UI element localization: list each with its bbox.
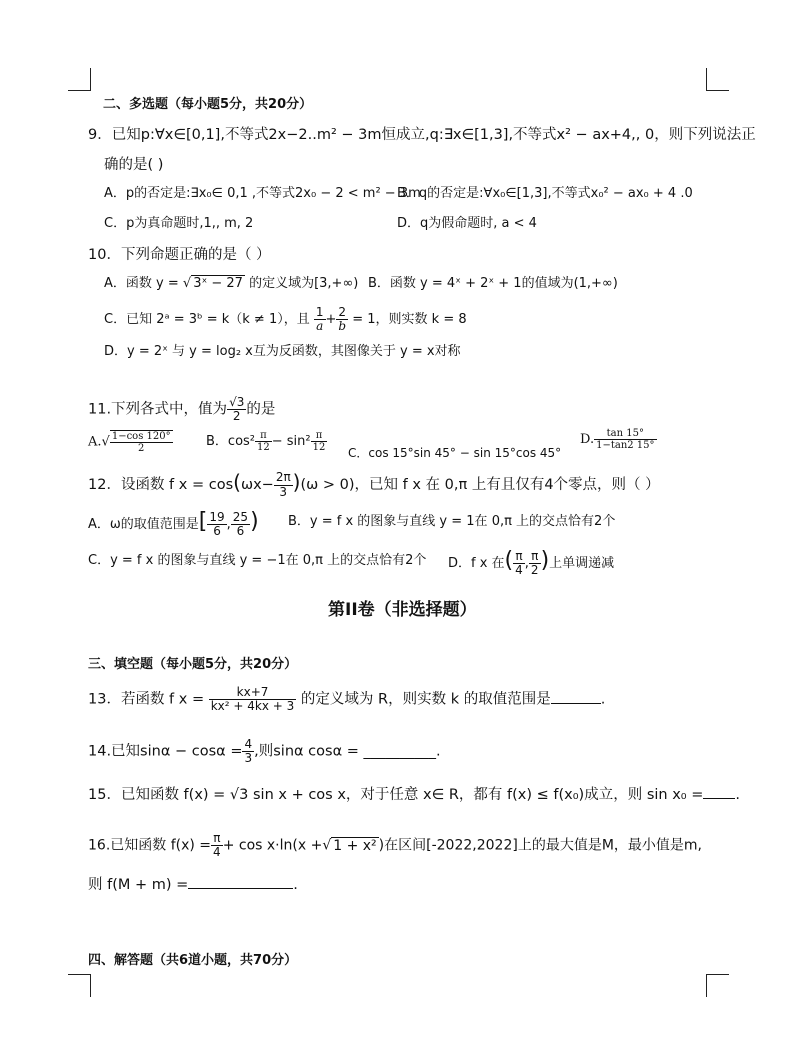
q13-fraction: $\frac{kx+7}{\text{kx² + 4kx + 3}}$	[210, 685, 295, 714]
q16-line2-text: 则 f(M + m) =	[88, 877, 189, 893]
q12-d-prefix: D．f x 在	[448, 556, 505, 571]
q10-option-c: C．已知 2ᵃ = 3ᵇ = k（k ≠ 1），且 $\frac{1}{a}$ + $\frac{2}{b}$ = 1，则实数 k = 8	[104, 305, 467, 334]
q10-option-d: D．y = 2ˣ 与 y = log₂ x互为反函数，其图像关于 y = x对称	[104, 344, 461, 359]
q11-d-label: D.	[580, 432, 595, 447]
q10-c-fraction-2: $\frac{2}{b}$	[338, 305, 347, 334]
solve-header: 四、解答题（共6道小题，共70分）	[88, 953, 298, 968]
q12-d-fraction-2: $\frac{\pi}{2}$	[530, 548, 539, 577]
question-16: 16.已知函数 f(x) = $\frac{\pi}{4}$ + cos x·ln(x +√ 1 + x² )在区间[-2022,2022]上的最大值是M，最小值是m,	[88, 831, 702, 860]
q16-radicand: 1 + x²	[333, 837, 377, 854]
q10-c-prefix: C．已知 2ᵃ = 3ᵇ = k（k ≠ 1），且	[104, 312, 310, 328]
q11-option-b	[206, 430, 327, 453]
question-14	[88, 738, 441, 765]
q11-option-c: C．cos 15°sin 45° − sin 15°cos 45°	[348, 446, 562, 460]
q16-fraction: $\frac{\pi}{4}$	[213, 831, 221, 860]
question-10-stem: 10．下列命题正确的是（ ）	[88, 247, 271, 263]
q9-option-d: D．q为假命题时, a < 4	[397, 216, 537, 231]
q16-prefix: 16.已知函数 f(x) =	[88, 837, 212, 854]
q13-answer-blank[interactable]	[551, 703, 601, 704]
q10-option-a: A．函数 y = √ 3ˣ − 27 的定义域为[3,+∞)	[104, 276, 359, 291]
q11-option-a: A.√ $\frac{1-\cos 120^\circ}{2}$	[88, 431, 171, 454]
q9-q-condition: q:∃x∈[1,3],不等式x² − ax+4,, 0，则下列说法正	[429, 127, 756, 143]
q15-text: 15．已知函数 f(x) = √3 sin x + cos x，对于任意 x∈ R，都有 f(x) ≤ f(x₀)成立，则 sin x₀ =	[88, 787, 704, 803]
q16-answer-blank[interactable]	[188, 888, 293, 889]
q10-c-suffix: = 1，则实数 k = 8	[352, 312, 467, 328]
q10-c-fraction-1: $\frac{1}{a}$	[315, 305, 324, 334]
q12-stem-suffix: (ω > 0)，已知 f x 在 0,π 上有且仅有4个零点，则（ ）	[300, 477, 660, 493]
q11-stem-fraction: $\frac{√3}{2}$	[229, 395, 245, 424]
q10-a-suffix: 的定义域为[3,+∞)	[249, 276, 359, 291]
q14-prefix: 14.已知sinα − cosα =	[88, 743, 243, 760]
q9-option-c: C．p为真命题时,1,, m, 2	[104, 216, 254, 231]
crop-mark-bottom-right	[706, 974, 729, 997]
question-11-stem	[88, 396, 275, 423]
q11-a-fraction: $\frac{1-\cos 120^\circ}{2}$	[111, 431, 171, 454]
q10-a-radicand: 3ˣ − 27	[193, 276, 243, 291]
q12-option-a: A．ω的取值范围是[ $\frac{19}{6}$ , $\frac{25}{6}$ )	[88, 509, 259, 538]
q11-option-d	[580, 428, 657, 451]
q13-prefix: 13．若函数 f x =	[88, 691, 205, 708]
q10-option-b: B．函数 y = 4ˣ + 2ˣ + 1的值域为(1,+∞)	[368, 276, 618, 291]
q16-mid: + cos x·ln(x +	[222, 837, 323, 854]
q12-a-fraction-2: $\frac{25}{6}$	[232, 509, 249, 538]
q12-d-suffix: 上单调递减	[549, 556, 615, 571]
question-15: 15．已知函数 f(x) = √3 sin x + cos x，对于任意 x∈ R，都有 f(x) ≤ f(x₀)成立，则 sin x₀ = .	[88, 787, 740, 803]
multi-choice-header: 二、多选题（每小题5分，共20分）	[103, 97, 313, 112]
q10-a-prefix: A．函数 y =	[104, 276, 179, 291]
q11-b-fraction-1: $\frac{\pi}{12}$	[257, 430, 270, 453]
q16-suffix: )在区间[-2022,2022]上的最大值是M，最小值是m,	[378, 837, 702, 854]
question-9-stem	[88, 126, 756, 144]
question-13: 13．若函数 f x = $\frac{kx+7}{\text{kx² + 4kx + 3}}$ 的定义域为 R，则实数 k 的取值范围是 .	[88, 685, 606, 714]
q12-option-b: B．y = f x 的图象与直线 y = 1在 0,π 上的交点恰有2个	[288, 514, 616, 529]
q12-option-d: D．f x 在( $\frac{\pi}{4}$ , $\frac{\pi}{2}$ )上单调递减	[448, 548, 615, 577]
q11-a-label: A.	[88, 434, 102, 450]
question-9-stem-cont: 确的是( )	[104, 157, 164, 173]
q9-option-b: B．q的否定是:∀x₀∈[1,3],不等式x₀² − ax₀ + 4 .0	[397, 186, 693, 201]
q11-d-fraction: $\frac{\tan 15^\circ}{1-\tan 2 15^\circ}$	[596, 428, 655, 451]
question-16-line-2: 则 f(M + m) = .	[88, 877, 298, 893]
fill-blank-header: 三、填空题（每小题5分，共20分）	[88, 657, 298, 672]
q12-option-c: C．y = f x 的图象与直线 y = −1在 0,π 上的交点恰有2个	[88, 553, 427, 568]
q11-b-fraction-2: $\frac{\pi}{12}$	[312, 430, 326, 453]
q14-fraction: $\frac{4}{3}$	[244, 737, 253, 766]
crop-mark-top-right	[706, 68, 729, 91]
q9-option-a: A．p的否定是:∃x₀∈ 0,1 ,不等式2x₀ − 2 < m² − 3m	[104, 186, 421, 201]
q9-prefix: 9．已知	[88, 127, 141, 143]
q12-a-prefix: A．ω的取值范围是	[88, 517, 199, 532]
crop-mark-bottom-left	[68, 974, 91, 997]
q11-stem-prefix: 11.下列各式中，值为	[88, 401, 228, 418]
q15-answer-blank[interactable]	[703, 798, 735, 799]
q12-stem-prefix: 12．设函数 f x = cos	[88, 477, 234, 493]
q11-b-mid: − sin²	[271, 434, 311, 449]
question-12-stem: 12．设函数 f x = cos(ωx− $\frac{2\pi}{3}$ )(ω > 0)，已知 f x 在 0,π 上有且仅有4个零点，则（ ）	[88, 470, 660, 499]
q12-stem-fraction: $\frac{2\pi}{3}$	[275, 470, 291, 499]
q13-suffix: 的定义域为 R，则实数 k 的取值范围是	[300, 691, 551, 708]
q14-suffix: ,则sinα cosα = __________.	[254, 743, 441, 760]
q12-d-fraction-1: $\frac{\pi}{4}$	[515, 548, 523, 577]
q12-a-fraction-1: $\frac{19}{6}$	[209, 509, 225, 538]
part-2-title: 第II卷（非选择题）	[328, 600, 477, 620]
crop-mark-top-left	[68, 68, 91, 91]
q11-b-prefix: B．cos²	[206, 434, 256, 449]
q9-p-condition: p:∀x∈[0,1],不等式2x−2..m² − 3m恒成立,	[140, 127, 430, 143]
q11-stem-suffix: 的是	[246, 401, 276, 418]
